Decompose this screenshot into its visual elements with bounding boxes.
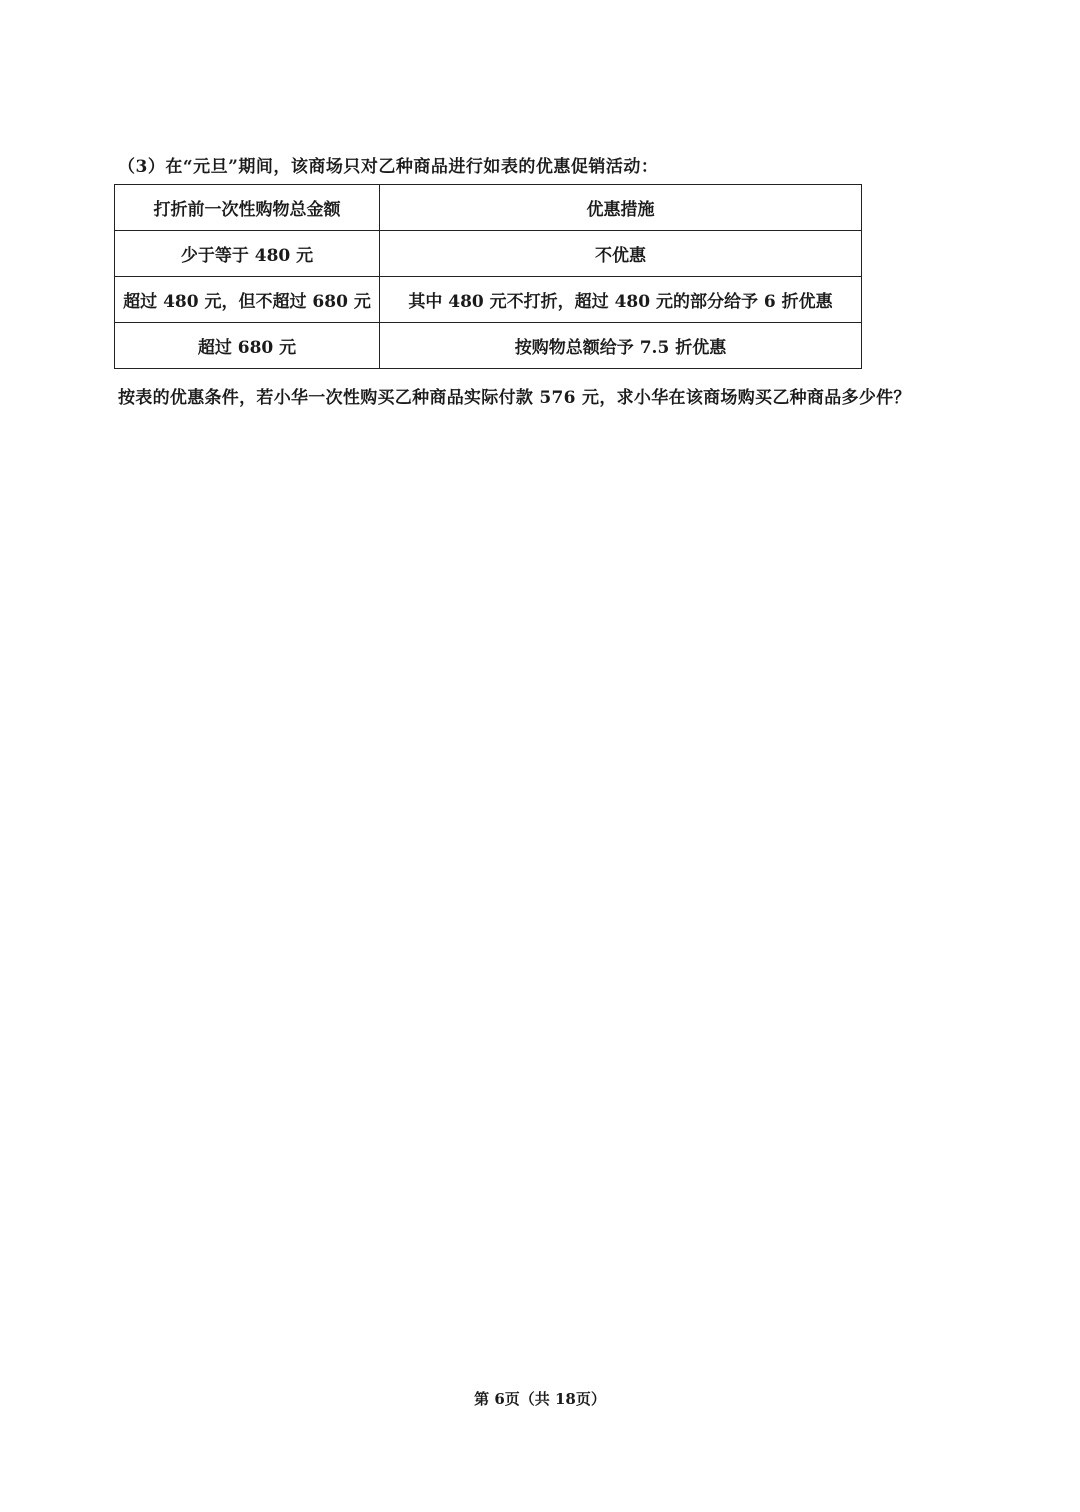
table-cell: 少于等于 480 元 — [115, 231, 380, 277]
table-cell: 按购物总额给予 7.5 折优惠 — [380, 323, 862, 369]
table-row — [115, 277, 862, 323]
table-header-cell: 优惠措施 — [380, 185, 862, 231]
table-header-row — [115, 185, 862, 231]
table-row — [115, 231, 862, 277]
table-header-cell: 打折前一次性购物总金额 — [115, 185, 380, 231]
discount-table — [114, 184, 862, 369]
question-text: 按表的优惠条件，若小华一次性购买乙种商品实际付款 576 元，求小华在该商场购买乙种商品多少件？ — [118, 388, 911, 408]
table-cell: 超过 480 元，但不超过 680 元 — [115, 277, 380, 323]
table-cell: 不优惠 — [380, 231, 862, 277]
table-cell: 其中 480 元不打折，超过 480 元的部分给予 6 折优惠 — [380, 277, 862, 323]
table-cell: 超过 680 元 — [115, 323, 380, 369]
page-number-footer: 第 6页（共 18页） — [474, 1390, 606, 1408]
table-row — [115, 323, 862, 369]
sub-question-intro: （3）在“元旦”期间，该商场只对乙种商品进行如表的优惠促销活动： — [118, 157, 659, 177]
